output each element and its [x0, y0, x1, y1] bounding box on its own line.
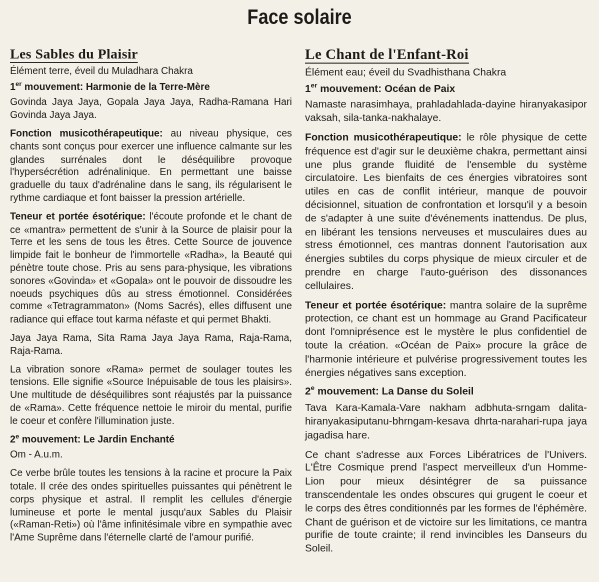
teneur-label: Teneur et portée ésotérique: — [10, 211, 146, 223]
movement-ordinal: er — [15, 80, 22, 88]
movement-number: 1 — [10, 81, 16, 93]
fonction-paragraph — [10, 128, 292, 205]
fonction-text: au niveau physique, ces chants sont conçus pour exercer une influence calmante sur les glandes surrénales dont le déséquilibre provoque l'hypersécrétion adrénalinique. En permettant une baisse graduelle du taux d'adrénaline dans le sang, ils régularisent le rythme cardiaque et font baisser la pression artérielle. — [10, 128, 293, 204]
page-title: Face solaire — [247, 6, 352, 29]
movement-title: mouvement: La Danse du Soleil — [314, 386, 474, 398]
movement-heading-2 — [305, 386, 587, 399]
fonction-text: le rôle physique de cette fréquence est d'agir sur le deuxième chakra, permettant ainsi une plus grande fluidité de l'ensemble du système circulatoire. Les bienfaits de ces énergies vibratoires sont utiles en cas de conflit intérieur, manque de pouvoir décisionnel, situation de confrontation et lorsqu'il y a besoin de s'adapter à une suite d'événements inattendus. De plus, en libérant les tensions nerveuses et musculaires dues au stress émotionnel, ces mantras donnent l'autorisation aux énergies subtiles du corps physique de mieux circuler et de prendre en charge l'auto-guérison des dissonances cellulaires. — [305, 131, 587, 292]
teneur-text: mantra solaire de la suprême protection, ce chant est un hommage au Grand Pacificateur dont l'omniprésence est le mystère le plus confidentiel de toute la création. «Océan de Paix» procure la grâce de l'harmonie intérieure et pulvérise progressivement toutes les énergies négatives sans exception. — [305, 299, 587, 379]
section-heading — [10, 49, 292, 62]
mantra-text: Tava Kara-Kamala-Vare nakham adbhuta-srngam dalita-hiranyakasiputanu-bhrngam-kesava dhrta-narahari-rupa jaya jagadisa hare. — [305, 402, 587, 442]
teneur-label: Teneur et portée ésotérique: — [305, 299, 447, 312]
section-heading — [305, 49, 587, 62]
mantra-text: Govinda Jaya Jaya, Gopala Jaya Jaya, Radha-Ramana Hari Govinda Jaya Jaya. — [10, 96, 292, 121]
mantra-text: Om - A.u.m. — [10, 449, 63, 461]
mantra-text: Namaste narasimhaya, prahladahlada-dayine hiranyakasipor vaksah, sila-tanka-nakhalaye. — [305, 99, 587, 125]
section-heading-text: Le Chant de l'Enfant-Roi — [305, 47, 469, 63]
movement-title: mouvement: Océan de Paix — [317, 82, 456, 95]
movement-title: mouvement: Le Jardin Enchanté — [19, 433, 175, 445]
movement-number: 1 — [305, 82, 311, 95]
right-column — [305, 49, 587, 562]
teneur-text: l'écoute profonde et le chant de ce «mantra» permettent de s'unir à la Source de plaisir pour la Terre et les sens de tous les êtres. Cette Source de jouvence limpide fait le bonheur de l'immortelle «Radha», la Beauté qui pénètre toute chose. Pris au sens para-physique, les vibrations sonores «Govinda» et «Gopala» ont le pouvoir de dissoudre les noeuds psychiques dûs au stress émotionnel. Considérées comme «Tetragrammaton» (Noms Sacrés), elles diffusent une radiance qui efface tout karma néfaste et qui permet Bhakti. — [10, 211, 292, 326]
element-intro: Élément terre, éveil du Muladhara Chakra — [10, 65, 193, 77]
movement-number: 2 — [10, 433, 16, 445]
fonction-paragraph — [305, 132, 587, 294]
forces-paragraph: Ce chant s'adresse aux Forces Libératrices de l'Univers. L'Être Cosmique prend l'aspect merveilleux d'un Homme-Lion pour mieux désintégrer de sa puissance transcendentale les ondes obscures qui grugent le coeur et le corps des êtres conditionnés par les formes de l'éphémère. Chant de guérison et de victoire sur les limitations, ce mantra purifie de toute crainte; il rend invincibles les Danseurs du Soleil. — [305, 448, 587, 555]
left-column — [10, 49, 292, 551]
movement-heading-1 — [10, 81, 292, 94]
mantra-text: Jaya Jaya Rama, Sita Rama Jaya Jaya Rama, Raja-Rama, Raja-Rama. — [10, 332, 292, 357]
movement-heading-1 — [305, 83, 587, 96]
movement-ordinal: e — [310, 385, 315, 393]
movement-number: 2 — [305, 386, 311, 398]
movement-heading-2 — [10, 434, 292, 447]
movement-title: mouvement: Harmonie de la Terre-Mère — [21, 81, 210, 93]
fonction-label: Fonction musicothérapeutique: — [10, 128, 163, 140]
vibration-paragraph: La vibration sonore «Rama» permet de soulager toutes les tensions. Elle signifie «Source Inépuisable de tous les plaisirs». Une multitude de déséquilibres sont réajustés par la puissance de «Rama». Cette fréquence nettoie le miroir du mental, purifie le coeur et confère l'illumination juste. — [10, 363, 292, 427]
fonction-label: Fonction musicothérapeutique: — [305, 131, 462, 144]
element-intro: Élément eau; éveil du Svadhisthana Chakra — [305, 66, 507, 79]
movement-ordinal: er — [310, 82, 318, 90]
section-heading-text: Les Sables du Plaisir — [10, 47, 138, 63]
verbe-paragraph: Ce verbe brûle toutes les tensions à la racine et procure la Paix totale. Il crée des ondes spirituelles puissantes qui pénètrent le corps physique et astral. Il remplit les cellules d'énergie lumineuse et porte le mental jusqu'aux Sables du Plaisir («Raman-Reti») où l'âme infinitésimale vibre en sympathie avec l'Ame Suprême dans l'éternelle clarté de l'amour purifié. — [10, 467, 292, 544]
teneur-paragraph — [10, 211, 292, 327]
teneur-paragraph — [305, 299, 587, 380]
movement-ordinal: e — [15, 433, 20, 440]
